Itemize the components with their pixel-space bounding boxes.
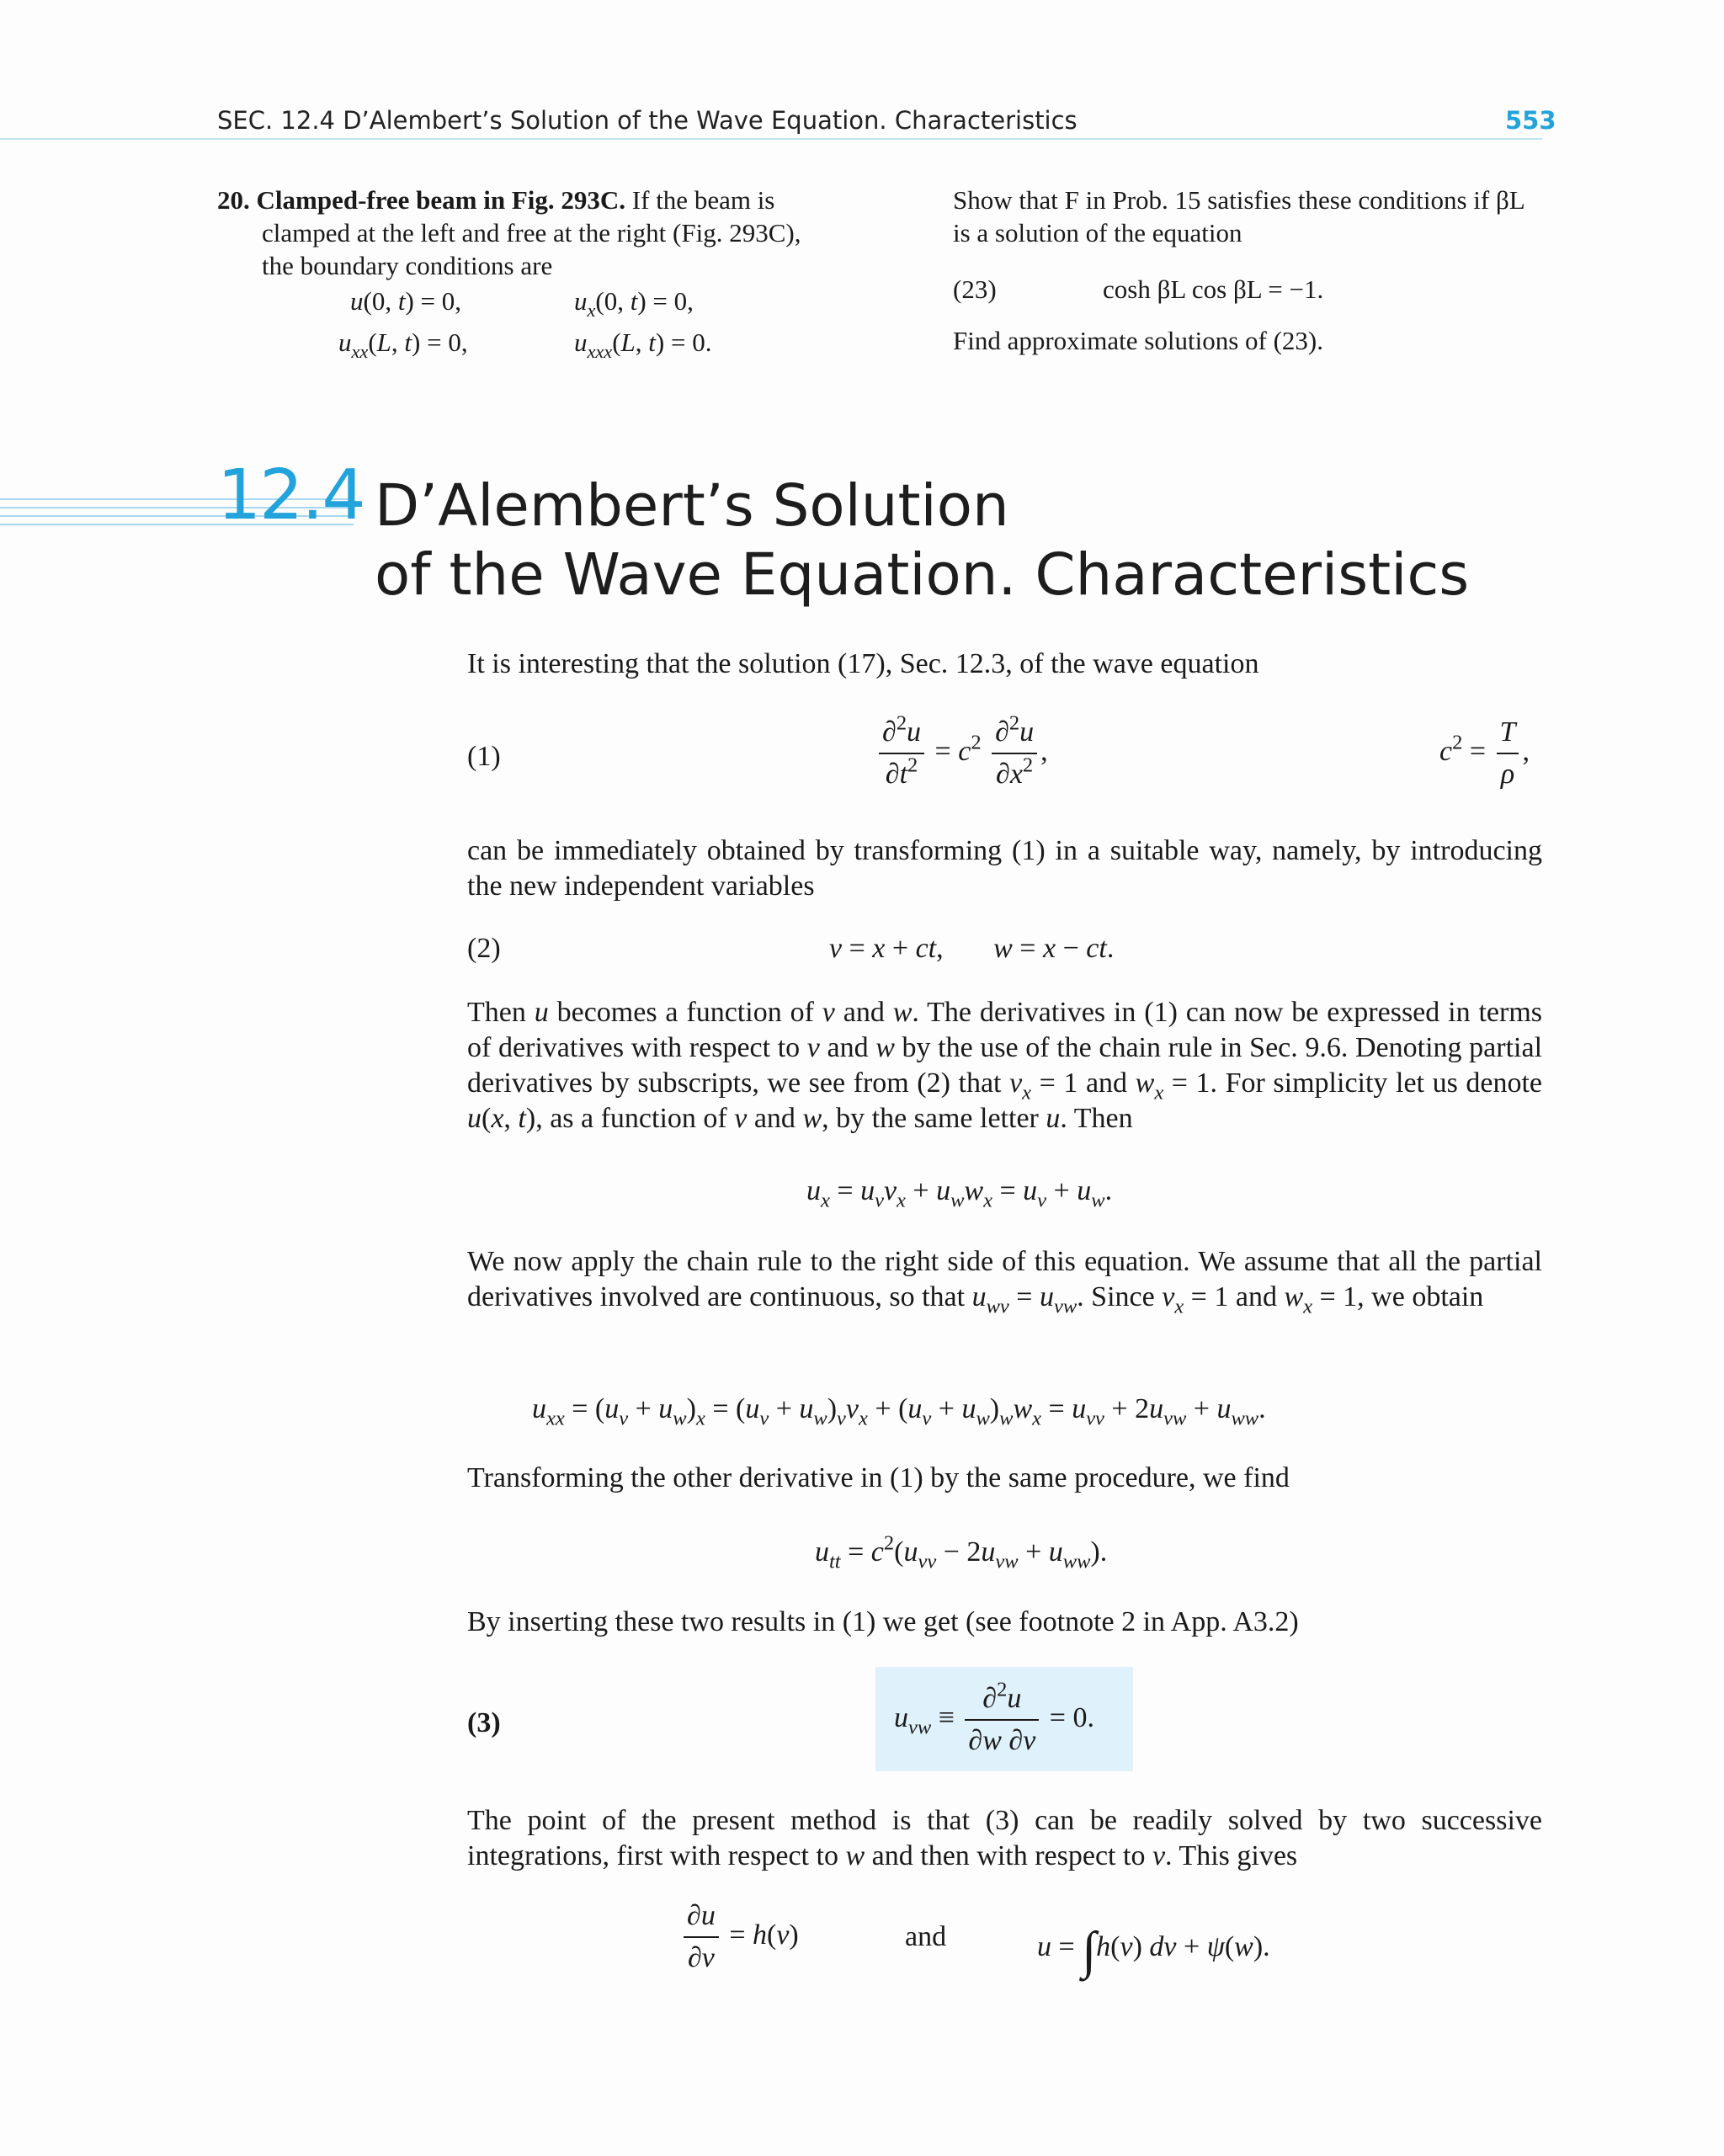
equation-2: v = x + ct, w = x − ct.: [829, 933, 1115, 964]
equation-ux: $u_x = u_vv_x + u_ww_x = u_v + u_w$.: [806, 1175, 1113, 1212]
section-number: 12.4: [217, 455, 364, 535]
equation-utt: $u_{tt} = c^2(u_{vv} - 2u_{vw} + u_{ww})$.: [815, 1531, 1108, 1573]
problem-text-3: the boundary conditions are: [262, 251, 553, 280]
problem-20-continued: [953, 184, 1542, 249]
right-text-2: is a solution of the equation: [953, 218, 1242, 248]
right-text-1: Show that F in Prob. 15 satisfies these conditions if βL: [953, 185, 1525, 215]
equation-3-label: (3): [467, 1707, 501, 1738]
paragraph-7: The point of the present method is that (3) can be readily solved by two successive integrations, first with respect to w and then with respect to v. This gives: [467, 1805, 1542, 1871]
and-word: and: [905, 1921, 947, 1952]
equation-uxx: $u_{xx} = (u_v + u_w)_x = (u_v + u_w)_vv_x + (u_v + u_w)_ww_x = u_{vv} + 2u_{vw} + u_{ww}$.: [532, 1393, 1266, 1430]
problem-20: [217, 184, 854, 282]
section-title-line-2: of the Wave Equation. Characteristics: [375, 541, 1470, 609]
problem-text-2: clamped at the left and free at the right (Fig. 293C),: [262, 218, 801, 248]
paragraph-4: We now apply the chain rule to the right side of this equation. We assume that all the partial derivatives involved are continuous, so that $u_{wv} = u_{vw}$. Since $v_x = 1$ and $w_x = 1$, we obtain: [467, 1246, 1542, 1318]
paragraph-6: By inserting these two results in (1) we get (see footnote 2 in App. A3.2): [467, 1606, 1299, 1637]
bc-ux0: $u_x(0$, t) = 0,: [574, 286, 694, 321]
equation-1: $\frac{\partial^2u}{\partial t^2}$ = $c^2$ $\frac{\partial^2u}{\partial x^2}$ ,: [875, 712, 1048, 795]
bc-uxxL: $u_{xx}(L$, t) = 0,: [338, 327, 468, 362]
equation-u-integral: u = ∫h(v) dv + ψ(w).: [1037, 1922, 1270, 1979]
header-rule: [0, 138, 1542, 140]
equation-1-label: (1): [467, 741, 501, 772]
find-solutions-text: Find approximate solutions of (23).: [953, 326, 1323, 355]
paragraph-5: Transforming the other derivative in (1) by the same procedure, we find: [467, 1462, 1290, 1493]
equation-23-label: (23): [953, 274, 997, 304]
equation-2-label: (2): [467, 933, 501, 964]
bc-uxxxL: $u_{xxx}(L$, t) = 0.: [574, 327, 712, 362]
page-number: 553: [1505, 106, 1556, 135]
equation-1-cdef: $c^2$ = $\frac{T}{\rho}$ ,: [1439, 712, 1530, 795]
problem-number: 20.: [217, 185, 250, 215]
equation-3: $u_{vw}$ ≡ $\frac{\partial^2u}{\partial w \partial v}$ = 0.: [894, 1678, 1094, 1756]
paragraph-1: It is interesting that the solution (17), Sec. 12.3, of the wave equation: [467, 648, 1259, 679]
equation-dudv: $\frac{\partial u}{\partial v}$ = h(v): [680, 1896, 799, 1978]
problem-title: Clamped-free beam in Fig. 293C.: [256, 185, 626, 215]
equation-23: cosh βL cos βL = −1.: [1103, 274, 1324, 304]
running-header: SEC. 12.4 D’Alembert’s Solution of the Wave Equation. Characteristics: [217, 106, 1078, 135]
problem-text-1: If the beam is: [625, 185, 775, 215]
bc-u0: u(0, t) = 0,: [350, 286, 462, 316]
paragraph-3: Then u becomes a function of v and w. The derivatives in (1) can now be expressed in terms of derivatives with respect to v and w by the use of the chain rule in Sec. 9.6. Denoting partial derivatives by subscripts, we see from (2) that $v_x = 1$ and $w_x = 1$. For simplicity let us denote u(x, t), as a function of v and w, by the same letter u. Then: [467, 997, 1543, 1134]
section-title: [375, 471, 1469, 610]
section-title-line-1: D’Alembert’s Solution: [375, 472, 1009, 540]
paragraph-2: can be immediately obtained by transforming (1) in a suitable way, namely, by introducing the new independent variables: [467, 835, 1542, 902]
